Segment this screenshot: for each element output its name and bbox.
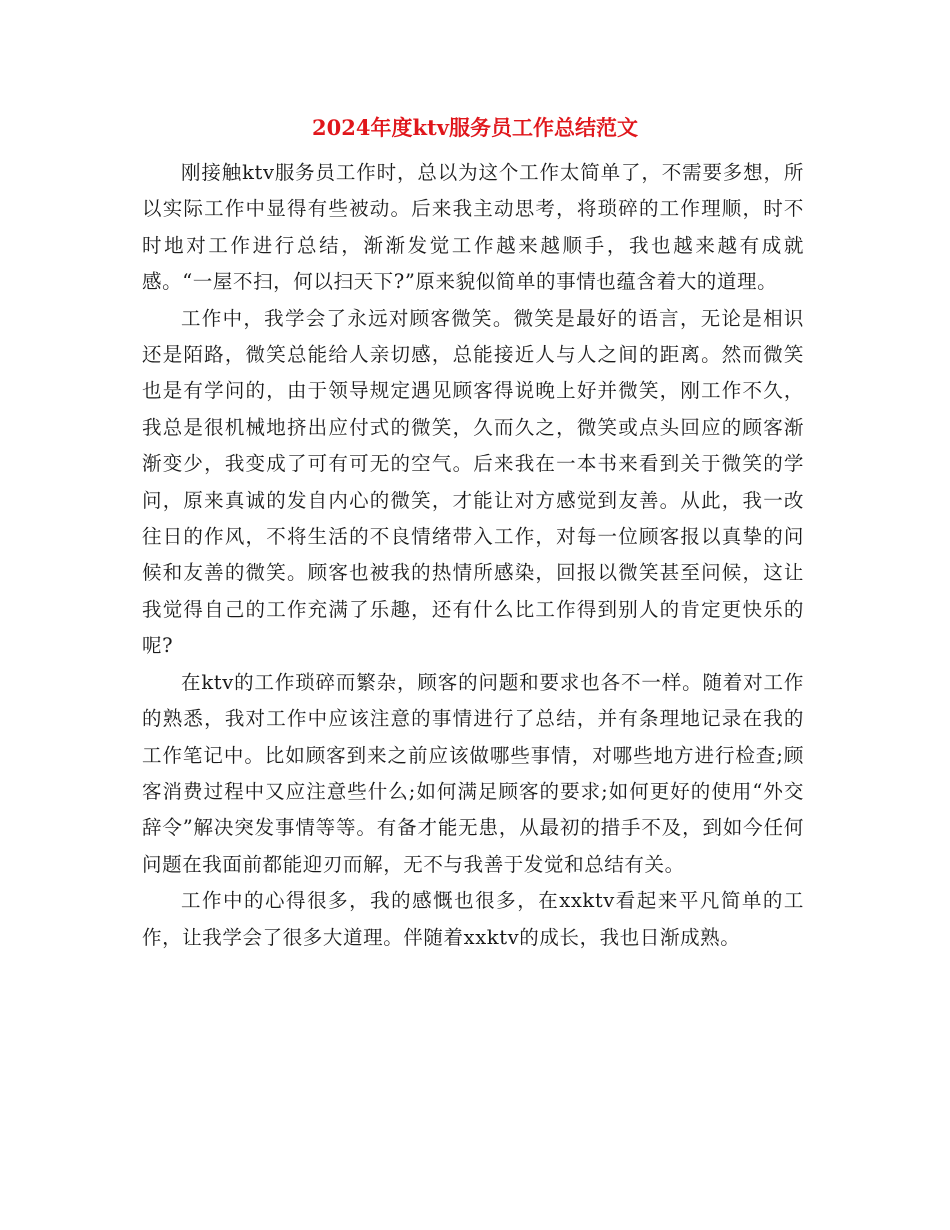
document-body: [142, 155, 804, 956]
paragraph-2: 工作中，我学会了永远对顾客微笑。微笑是最好的语言，无论是相识还是陌路，微笑总能给人亲切感，总能接近人与人之间的距离。然而微笑也是有学问的，由于领导规定遇见顾客得说晚上好并微笑，刚工作不久，我总是很机械地挤出应付式的微笑，久而久之，微笑或点头回应的顾客渐渐变少，我变成了可有可无的空气。后来我在一本书来看到关于微笑的学问，原来真诚的发自内心的微笑，才能让对方感觉到友善。从此，我一改往日的作风，不将生活的不良情绪带入工作，对每一位顾客报以真挚的问候和友善的微笑。顾客也被我的热情所感染，回报以微笑甚至问候，这让我觉得自己的工作充满了乐趣，还有什么比工作得到别人的肯定更快乐的呢?: [142, 306, 804, 658]
paragraph-1: 刚接触ktv服务员工作时，总以为这个工作太简单了，不需要多想，所以实际工作中显得有些被动。后来我主动思考，将琐碎的工作理顺，时不时地对工作进行总结，渐渐发觉工作越来越顺手，我也越来越有成就感。“一屋不扫，何以扫天下?”原来貌似简单的事情也蕴含着大的道理。: [142, 161, 804, 294]
paragraph-4: 工作中的心得很多，我的感慨也很多，在xxktv看起来平凡简单的工作，让我学会了很多大道理。伴随着xxktv的成长，我也日渐成熟。: [142, 889, 804, 949]
paragraph-3: 在ktv的工作琐碎而繁杂，顾客的问题和要求也各不一样。随着对工作的熟悉，我对工作中应该注意的事情进行了总结，并有条理地记录在我的工作笔记中。比如顾客到来之前应该做哪些事情，对哪些地方进行检查;顾客消费过程中又应注意些什么;如何满足顾客的要求;如何更好的使用“外交辞令”解决突发事情等等。有备才能无患，从最初的措手不及，到如今任何问题在我面前都能迎刃而解，无不与我善于发觉和总结有关。: [142, 670, 804, 876]
document-title: 2024年度ktv服务员工作总结范文: [312, 115, 638, 140]
